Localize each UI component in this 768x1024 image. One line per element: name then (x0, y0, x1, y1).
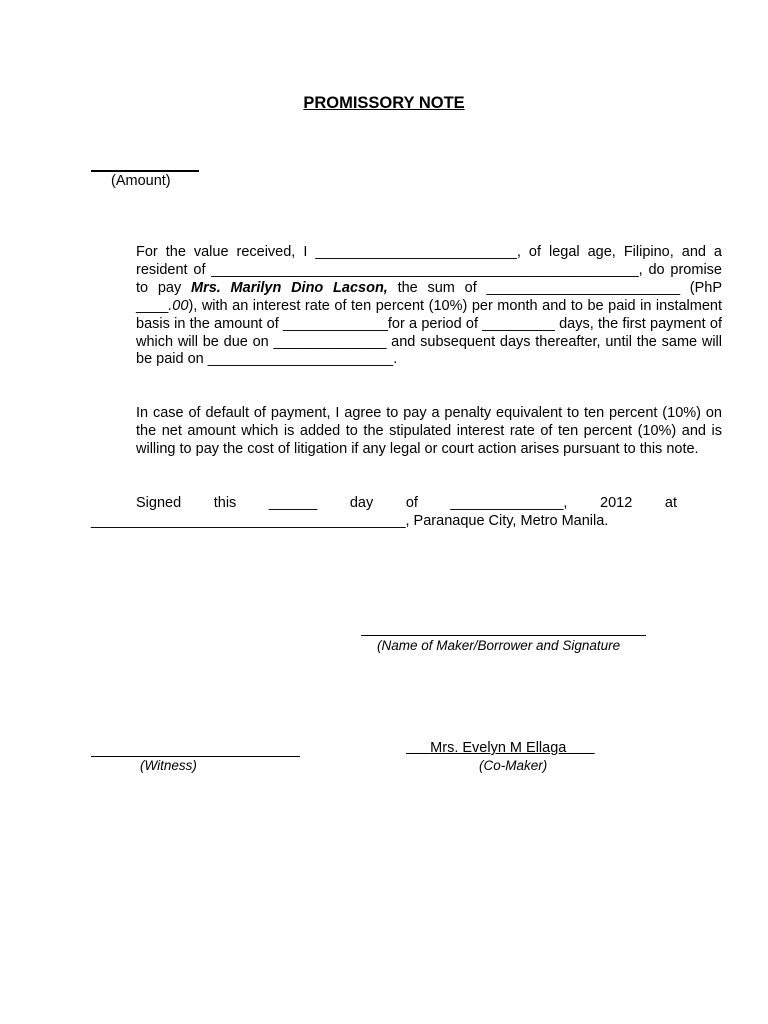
amount-label: (Amount) (111, 173, 171, 189)
paragraph1-text-b: the sum of ________________________ (PhP ____ (136, 279, 723, 314)
paragraph-default-payment: In case of default of payment, I agree to pay a penalty equivalent to ten percent (10%) on the net amount which is added to the stipulated interest rate of ten percent (10%) and is willing to pay the cost of litigation if any legal or court action arises pursuant to this note. (136, 405, 722, 457)
payee-name: Mrs. Marilyn Dino Lacson, (190, 279, 388, 296)
paragraph1-text-a: For the value received, I _________________________, of legal age, Filipino, and a resident of _____________________________________________________, do promise to pay (136, 244, 722, 296)
paragraph1-text-d: _______________________. (207, 351, 398, 368)
comaker-name-text: Mrs. Evelyn M Ellaga (430, 740, 567, 756)
witness-signature-line (91, 756, 300, 757)
signed-line-2: _______________________________________, Paranaque City, Metro Manila. (91, 512, 609, 529)
paragraph1-text-c: ), with an interest rate of ten percent (10%) per month and to be paid in instalment basis in the amount of _____________for a period of _________ days, the first payment of which will be due on ______________ and subsequent days thereafter, until the same will be paid on (136, 297, 722, 368)
maker-signature-label: (Name of Maker/Borrower and Signature (377, 638, 621, 653)
paragraph-value-received (91, 244, 722, 369)
document-title: PROMISSORY NOTE (303, 94, 465, 112)
amount-blank-line (91, 170, 199, 172)
witness-label: (Witness) (140, 758, 197, 773)
maker-signature-line (361, 635, 646, 636)
php-cents: .00 (168, 297, 189, 314)
paragraph-signed (91, 495, 677, 531)
comaker-name (406, 740, 641, 756)
comaker-label: (Co-Maker) (479, 758, 548, 773)
signed-line-1: Signed this ______ day of ______________, 2012 at (136, 495, 677, 511)
